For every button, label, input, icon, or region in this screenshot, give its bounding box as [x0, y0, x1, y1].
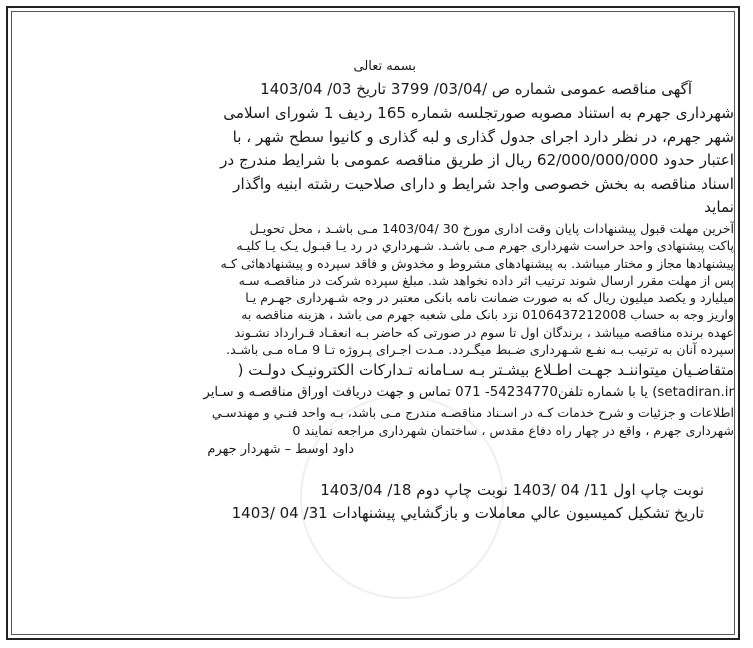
- tender-notice: [26, 58, 734, 525]
- paragraph-line: اسناد مناقصه به بخش خصوصی واجد شرایط و دارای صلاحیت رشته ابنیه واگذار: [233, 174, 734, 193]
- print-dates-line: نوبت چاپ اول 11/ 04 /1403 نوبت چاپ دوم 18/ 1403/04: [320, 480, 704, 499]
- mayor-signature: داود اوسط – شهردار جهرم: [207, 441, 354, 457]
- paragraph-line: واریز وجه به حساب 0106437212008 نزد بانک ملی شعبه جهرم می باشد ، هزینه مناقصه به: [241, 307, 734, 323]
- paragraph-line: اعتبار حدود 62/000/000/000 ریال از طریق مناقصه عمومی با شرایط مندرج در: [220, 151, 734, 170]
- paragraph-line: شهر جهرم، در نظر دارد اجرای جدول گذاری و لبه گذاری و کانیوا سطح شهر ، با: [232, 127, 734, 146]
- paragraph-conditions: [26, 220, 734, 358]
- paragraph-line: سپرده آنان به ترتیب بـه نفـع شـهرداری ضـبط میگـردد. مـدت اجـرای پـروژه تـا 9 مـاه مـی باشـد.: [226, 342, 734, 358]
- paragraph-line: میلیارد و یکصد میلیون ریال که به صورت ضمانت نامه بانکی معتبر در وجه شـهرداری جهـرم یـا: [245, 290, 734, 306]
- paragraph-line: آخرین مهلت قبول پیشنهادات پایان وقت اداری مورخ 30 /1403/04 مـی باشـد ، محل تحویـل: [249, 220, 734, 236]
- commission-date-line: تاریخ تشکیل کمیسیون عالي معاملات و بازگشايي پیشنهادات 31/ 04 /1403: [231, 503, 704, 522]
- portal-line: متقاضـیان میتواننـد جهـت اطـلاع بیشـتر بـه سـامانه تـدارکات الکترونیـک دولـت (: [237, 361, 734, 380]
- notice-title: آگهی مناقصه عمومی شماره ص /03/04/ 3799 تاریخ 03/ 1403/04: [260, 80, 692, 98]
- paragraph-line: عهده برنده مناقصه میباشد ، برندگان اول تا سوم در صورتی که حاضر بـه انعقـاد قـرارداد نشـوند: [234, 324, 734, 340]
- paragraph-line: پس از مهلت مقرر ارسال شوند ترتیب اثر داده نخواهد شد. مبلغ سپرده شرکت در مناقصـه سـه: [238, 272, 734, 288]
- paragraph-intro: [26, 102, 734, 220]
- basmala: بسمه تعالی: [353, 59, 416, 74]
- paragraph-line: پیشنهادها مجاز و مختار میباشد. به پیشنهادهای مشروط و مخدوش و فاقد سپرده و پیشنهادهائی کـه: [220, 255, 734, 271]
- paragraph-line: نماید: [704, 198, 734, 217]
- paragraph-contact: [26, 382, 734, 439]
- paragraph-line: setadiran.ir) یا با شماره تلفن54234770- 071 تماس و جهت دریافت اوراق مناقصـه و سـایر: [203, 385, 734, 401]
- paragraph-line: اطلاعات و جزئیات و شرح خدمات کـه در اسـناد مناقصـه مندرج مـی باشد، بـه واحد فنـي و مهندسـي: [211, 405, 734, 421]
- paragraph-line: شهرداری جهرم ، واقع در چهار راه دفاع مقدس ، ساختمان شهرداری مراجعه نمایند 0: [292, 422, 734, 438]
- paragraph-line: پاکت پیشنهادی واحد حراست شهرداری جهرم مـی باشـد. شـهرداري در رد یـا قبـول یـک یـا کلیـه: [236, 238, 734, 254]
- spacer: [26, 461, 734, 479]
- paragraph-line: شهرداری جهرم به استناد مصوبه صورتجلسه شماره 165 ردیف 1 شورای اسلامی: [223, 104, 734, 122]
